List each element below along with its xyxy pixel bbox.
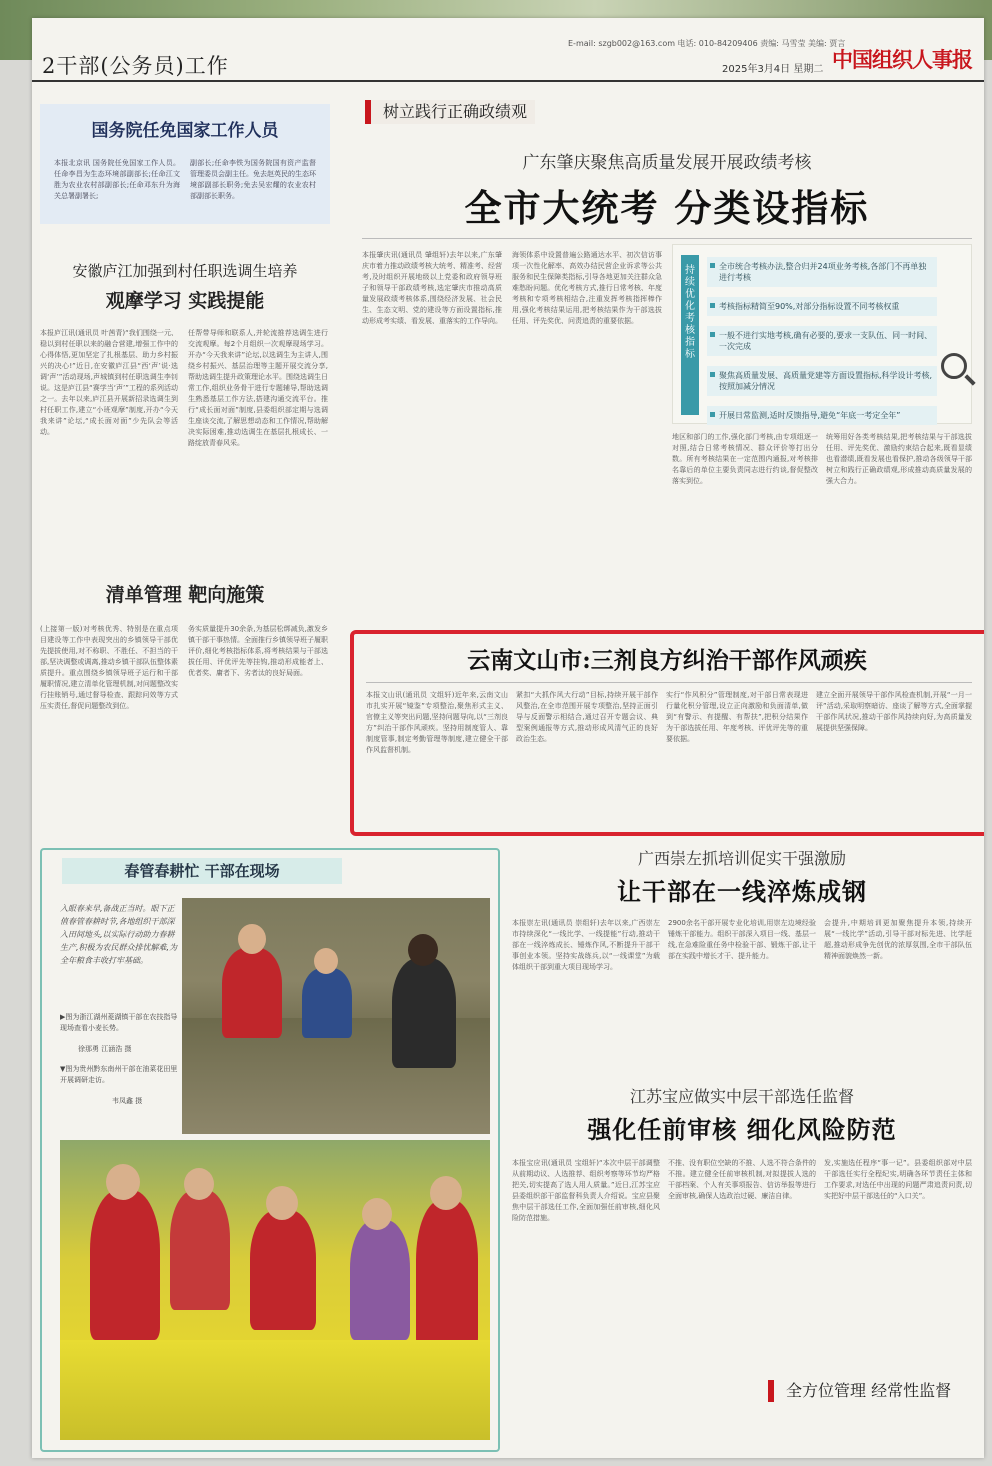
anhui-body-col2: 任帮带导师和联系人,并轮流推荐选调生进行交流观摩。每2个月组织一次观摩现场学习。开办“今天我来讲”论坛,以选调生为主讲人,围绕乡村振兴、基层治理等主题开展交流分享,帮助选调生提升政策理论水平。围绕选调生日常工作,组织业务骨干进行专题辅导,帮助选调生熟悉基层工作方法,搭建沟通交流平台。推行“成长面对面”制度,县委组织部定期与选调生座谈交流,了解思想动态和工作情况,帮助解决实际困难,推动选调生在基层扎根成长、一路绽放青春风采。 xyxy=(188,329,328,447)
yunnan-body-col2: 紧扣“大抓作风大行动”目标,持续开展干部作风整治,在全市范围开展专项整治,坚持正面引导与反面警示相结合,通过召开专题会议、典型案例通报等方式,推动形成风清气正的良好政治生态。 xyxy=(516,691,658,743)
masthead-logo: 中国组织人事报 xyxy=(832,47,972,72)
field-photo-seedlings xyxy=(182,898,490,1134)
bullet-icon xyxy=(710,332,715,337)
guangdong-body-col4: 统筹用好各类考核结果,把考核结果与干部选拔任用、评先奖优、激励约束结合起来,既看显绩也看潜绩,既看发展也看保护,推动各级领导干部树立和践行正确政绩观,形成推动高质量发展的强大合力。 xyxy=(826,433,972,485)
bullet-icon xyxy=(710,263,715,268)
qingdan-body-col2: 务实质量提升30余条,为基层松绑减负,激发乡镇干部干事热情。全面推行乡镇领导班子履职评价,细化考核指标体系,将考核结果与干部选拔任用、评优评先等挂钩,推动形成能者上、优者奖、庸者下、劣者汰的良好局面。 xyxy=(188,625,328,677)
person-head xyxy=(184,1168,214,1200)
appointments-body-col2: 副部长;任命李铁为国务院国有资产监督管理委员会副主任。免去赵英民的生态环境部副部长职务;免去吴宏耀的农业农村部副部长职务。 xyxy=(190,159,316,200)
photo-credit-1: 徐那勇 江涵浩 摄 xyxy=(78,1045,132,1053)
anhui-title: 观摩学习 实践提能 xyxy=(105,290,265,312)
photo-caption-2: ▼图为贵州黔东南州干部在油菜花田里开展调研走访。 xyxy=(60,1065,178,1084)
infobox-item-text: 全市统合考核办法,整合归并24项业务考核,各部门不再单独进行考核 xyxy=(719,262,927,282)
person-figure xyxy=(416,1200,478,1350)
jiangsu-body-col3: 发,实施选任程序“事一记”。县委组织部对中层干部选任实行全程纪实,明确各环节责任主体和工作要求,对选任中出现的问题严肃追责问责,切实把好中层干部选任的“入口关”。 xyxy=(824,1159,972,1200)
person-figure xyxy=(392,958,456,1068)
guangdong-title: 全市大统考 分类设指标 xyxy=(464,187,870,230)
guangxi-body-col1: 本报崇左讯(通讯员 崇组轩)去年以来,广西崇左市持续深化“一线比学、一线提能”行动,推动干部在一线淬炼成长、锤炼作风,不断提升干部干事创业本领。坚持实战练兵,以“一线课堂”为载体组织干部到重大项目现场学习。 xyxy=(512,919,660,971)
infobox-item xyxy=(707,297,937,316)
contact-line: E-mail: szgb002@163.com 电话: 010-84209406 责编: 马雪莹 美编: 贾言 xyxy=(568,39,846,48)
divider xyxy=(362,238,972,239)
bullet-icon xyxy=(710,303,715,308)
infobox-side-label: 持续优化 考核指标 xyxy=(681,255,699,415)
person-figure xyxy=(222,948,282,1038)
infobox-item xyxy=(707,366,937,396)
anhui-subtitle: 安徽庐江加强到村任职选调生培养 xyxy=(72,262,298,280)
person-head xyxy=(430,1176,462,1210)
jiangsu-subtitle: 江苏宝应做实中层干部选任监督 xyxy=(629,1087,854,1106)
qingdan-body-col1: (上接第一版)对考核优秀、特别是在重点项目建设等工作中表现突出的乡镇领导干部优先提拔使用,对不称职、不胜任、不担当的干部,坚决调整或调离,推动乡镇干部队伍整体素质提升。重点围绕乡镇领导班子运行和干部履职情况,建立清单化管理机制,对问题整改实行挂账销号,通过督导检查、跟踪问效等方式压实责任,督促问题整改到位。 xyxy=(40,625,178,710)
person-figure xyxy=(302,968,352,1038)
indicator-infobox xyxy=(672,244,972,424)
yunnan-body-col1: 本报文山讯(通讯员 文组轩)近年来,云南文山市扎实开展“镜鉴”专项整治,聚焦形式主义、官僚主义等突出问题,坚持问题导向,以“三剂良方”纠治干部作风顽疾。坚持用制度管人、靠制度管事,制定考勤管理等制度,建立健全干部作风监督机制。 xyxy=(366,691,508,754)
infobox-item-text: 聚焦高质量发展、高质量党建等方面设置指标,科学设计考核,按照加减分情况 xyxy=(719,371,933,391)
person-figure xyxy=(350,1220,410,1340)
guangdong-body-col1: 本报肇庆讯(通讯员 肇组轩)去年以来,广东肇庆市着力推动政绩考核大统考、精准考、经营考,及时组织开展地级以上党委和政府领导班子和领导干部政绩考核,选定肇庆市推动高质量发展政绩考核体系,围绕经济发展、社会民生、生态文明、党的建设等方面设置指标,推动形成考实绩、看发展、重落实的工作导向。 xyxy=(362,251,502,325)
yunnan-body-col4: 建立全面开展领导干部作风检查机制,开展“一月一评”活动,采取明察暗访、座谈了解等方式,全面掌握干部作风状况,推动干部作风持续向好,为高质量发展提供坚强保障。 xyxy=(816,691,972,732)
jiangsu-body-col1: 本报宝应讯(通讯员 宝组轩)“本次中层干部调整从前期动议、人选推荐、组织考察等环节均严格把关,切实提高了选人用人质量。”近日,江苏宝应县委组织部干部监督科负责人介绍说。宝应县聚焦中层干部选任工作,全面加强任前审核,细化风险防范措施。 xyxy=(512,1159,660,1222)
qingdan-title: 清单管理 靶向施策 xyxy=(105,584,265,606)
jiangsu-title: 强化任前审核 细化风险防范 xyxy=(587,1115,897,1144)
photo-feature-box xyxy=(40,848,500,1452)
topic-tag: 树立践行正确政绩观 xyxy=(365,100,535,124)
infobox-item-text: 开展日常监测,适时反馈指导,避免“年底一考定全年” xyxy=(719,411,901,420)
yunnan-title: 云南文山市:三剂良方纠治干部作风顽疾 xyxy=(467,647,867,674)
anhui-body-col1: 本报庐江讯(通讯员 叶茜青)“我们围绕一元、稳以到村任职以来的融合营建,增强工作中的心得体悟,更加坚定了扎根基层、助力乡村振兴的决心!”近日,在安徽庐江县“西‘声’说·选调‘声’”活动现场,声城镇到村任职选调生李钊说。这是庐江县“赛学当‘声’”工程的系列活动之一。去年以来,庐江县开展新招录选调生到村任职工作,建立“小班观摩”制度,开办“今天我来讲”论坛,“成长面对面”少先队会等活动。 xyxy=(40,329,178,436)
person-head xyxy=(362,1198,392,1230)
person-head xyxy=(314,948,338,974)
person-figure xyxy=(90,1190,160,1340)
photo-caption-1: ▶图为浙江湖州菱湖镇干部在农技指导现场查看小麦长势。 xyxy=(60,1013,178,1032)
guangdong-body-col3: 地区和部门的工作,强化部门考核,由专项组逐一对照,结合日常考核情况、群众评价等打出分数。所有考核结果在一定范围内通报,对考核排名靠后的单位主要负责同志进行约谈,督促整改落实到位。 xyxy=(672,433,818,485)
person-head xyxy=(106,1164,140,1200)
appointments-title: 国务院任免国家工作人员 xyxy=(91,121,279,141)
divider xyxy=(366,682,972,683)
issue-date: 2025年3月4日 星期二 xyxy=(722,64,824,75)
person-figure xyxy=(250,1210,316,1330)
bullet-icon xyxy=(710,372,715,377)
guangdong-body-col2: 海领体系中设置普遍公路通达水平、初次信访事项一次性化解率、高效办结民营企业诉求等公共服务和民生保障类指标,引导各地更加关注群众急难愁盼问题。优化考核方式,推行日常考核、年度考核和专项考核相结合,注重发挥考核指挥棒作用,强化考核结果运用,把考核结果作为干部选拔任用、评先奖优、问责追责的重要依据。 xyxy=(512,251,662,325)
person-head xyxy=(266,1186,298,1220)
infobox-list xyxy=(707,257,937,435)
section-title: 2干部(公务员)工作 xyxy=(42,54,229,78)
person-figure xyxy=(170,1190,230,1310)
bottom-topic-tag: 全方位管理 经常性监督 xyxy=(768,1380,951,1402)
person-head xyxy=(408,934,438,966)
photo-feature-title: 春管春耕忙 干部在现场 xyxy=(62,858,342,884)
photo-credit-2: 韦凤鑫 摄 xyxy=(112,1097,143,1105)
jiangsu-body-col2: 不推、没有职位空缺的不推、人选不符合条件的不推。建立健全任前审核机制,对拟提拔人选的干部档案、个人有关事项报告、信访举报等进行全面审核,确保人选政治过硬、廉洁自律。 xyxy=(668,1159,816,1200)
infobox-item-text: 考核指标精简至90%,对部分指标设置不同考核权重 xyxy=(719,302,900,311)
infobox-item xyxy=(707,406,937,425)
person-head xyxy=(238,924,266,954)
appointments-box xyxy=(40,104,330,224)
bullet-icon xyxy=(710,412,715,417)
infobox-item xyxy=(707,326,937,356)
infobox-item-text: 一般不进行实地考核,确有必要的,要求一支队伍、同一时间、一次完成 xyxy=(719,331,933,351)
page-header xyxy=(32,18,984,82)
guangxi-subtitle: 广西崇左抓培训促实干强激励 xyxy=(637,849,846,868)
photo-feature-intro: 入眼春来早,备战正当时。眼下正值春管春耕时节,各地组织干部深入田间地头,以实际行动助力春耕生产,积极为农民群众排忧解难,为全年粮食丰收打牢基础。 xyxy=(60,904,178,965)
rapeseed-flowers xyxy=(60,1340,490,1440)
appointments-body-col1: 本报北京讯 国务院任免国家工作人员。任命李昌为生态环境部副部长;任命江文胜为农业农村部副部长;任命邓东升为海关总署副署长; xyxy=(54,159,180,200)
guangxi-title: 让干部在一线淬炼成钢 xyxy=(617,877,867,906)
field-photo-rapeseed xyxy=(60,1140,490,1440)
yunnan-body-col3: 实行“作风积分”管理制度,对干部日常表现进行量化积分管理,设立正向激励和负面清单,做到“有警示、有提醒、有帮扶”,把积分结果作为干部选拔任用、年度考核、评优评先等的重要依据。 xyxy=(666,691,808,743)
guangxi-body-col2: 2900余名干部开展专业化培训,用崇左边境经验锤炼干部能力。组织干部深入项目一线、基层一线,在急难险重任务中检验干部、锻炼干部,让干部在实践中增长才干、提升能力。 xyxy=(668,919,816,960)
magnifier-icon xyxy=(941,353,967,379)
newspaper-page xyxy=(32,18,984,1458)
infobox-item xyxy=(707,257,937,287)
guangxi-body-col3: 会提升,中期培训更加聚焦提升本领,持续开展“一线比学”活动,引导干部对标先进、比学赶超,推动形成争先创优的浓厚氛围,全市干部队伍精神面貌焕然一新。 xyxy=(824,919,972,960)
guangdong-subtitle: 广东肇庆聚焦高质量发展开展政绩考核 xyxy=(522,153,812,173)
